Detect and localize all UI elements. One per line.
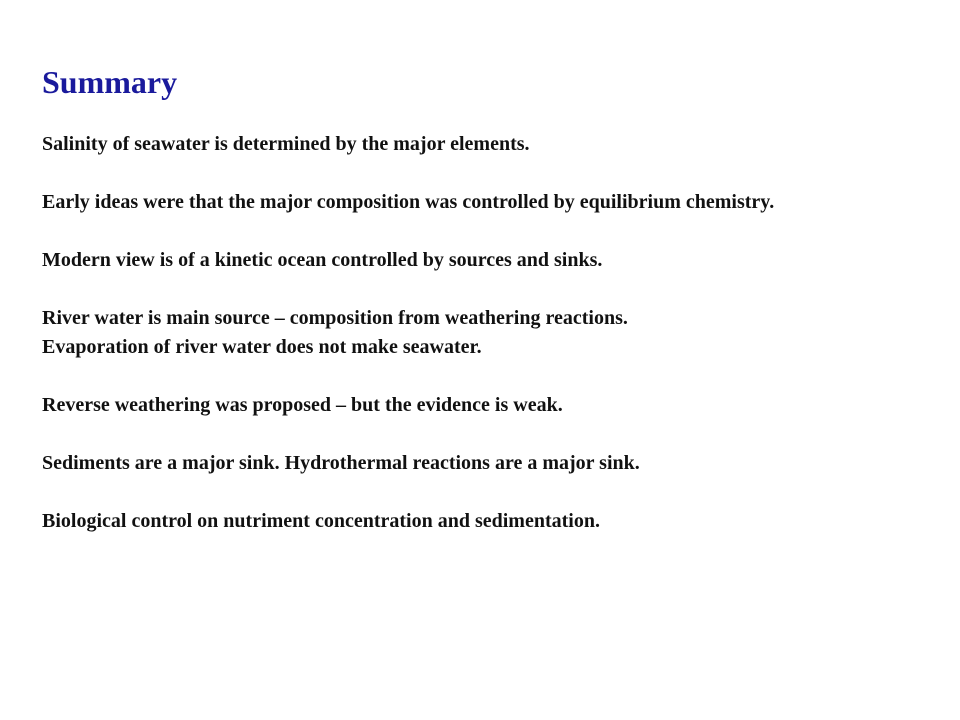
line-spacer	[42, 275, 942, 304]
summary-body	[42, 130, 942, 536]
line-spacer	[42, 478, 942, 507]
summary-line-river-water: River water is main source – composition from weathering reactions.	[42, 307, 628, 329]
summary-line-biological-control: Biological control on nutriment concentration and sedimentation.	[42, 510, 600, 532]
slide-title: Summary	[42, 64, 178, 100]
summary-line-sediments: Sediments are a major sink. Hydrothermal reactions are a major sink.	[42, 452, 640, 474]
line-spacer	[42, 420, 942, 449]
summary-line-evaporation: Evaporation of river water does not make seawater.	[42, 336, 482, 358]
summary-line-modern-view: Modern view is of a kinetic ocean controlled by sources and sinks.	[42, 249, 603, 271]
line-spacer	[42, 159, 942, 188]
summary-line-early-ideas: Early ideas were that the major composition was controlled by equilibrium chemistry.	[42, 191, 775, 213]
summary-line-reverse-weathering: Reverse weathering was proposed – but the evidence is weak.	[42, 394, 563, 416]
line-spacer	[42, 362, 942, 391]
line-spacer	[42, 217, 942, 246]
summary-line-salinity: Salinity of seawater is determined by the major elements.	[42, 133, 530, 155]
